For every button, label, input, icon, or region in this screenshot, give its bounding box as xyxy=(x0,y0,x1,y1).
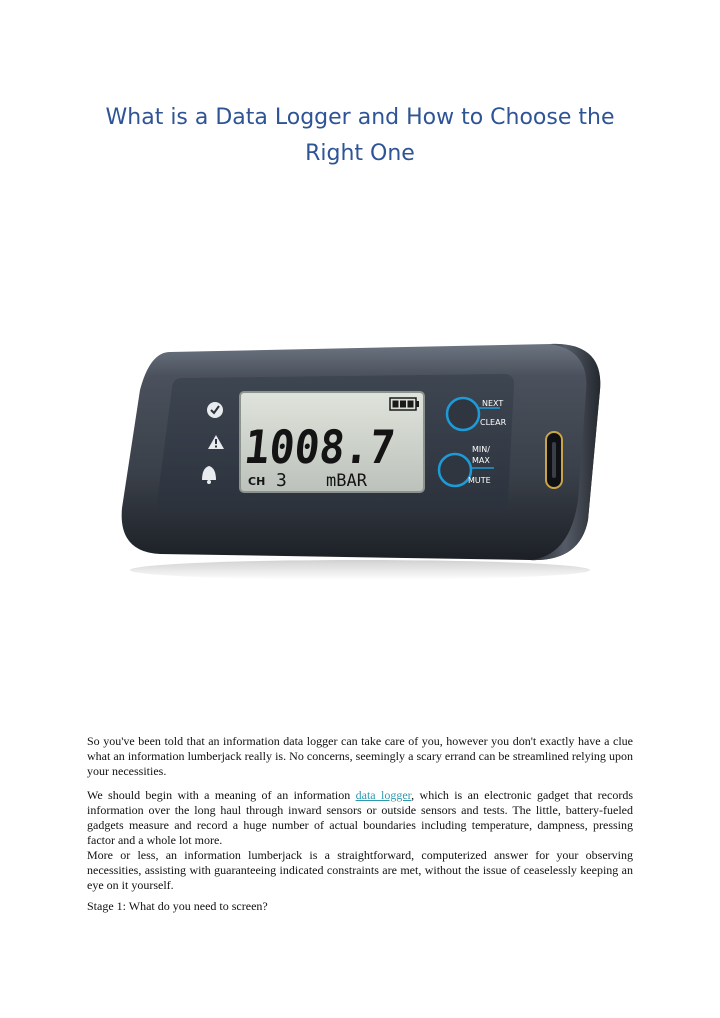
next-label: NEXT xyxy=(482,399,504,408)
mute-label: MUTE xyxy=(468,476,491,485)
paragraph-1 xyxy=(87,734,633,779)
paragraph-2 xyxy=(87,788,633,893)
usb-port-tongue xyxy=(552,442,556,478)
page-title xyxy=(80,100,640,172)
title-line-2: Right One xyxy=(305,141,415,166)
lcd-reading: 1008.7 xyxy=(241,420,414,474)
min-label: MIN/ xyxy=(472,445,490,454)
lcd-channel-value: 3 xyxy=(276,470,287,491)
check-icon xyxy=(207,402,223,418)
paragraph-2-after: , which is an electronic gadget that records information over the long haul through inward sensors or outside sensors and tests. The little, battery-fueled gadgets measure and record a huge number of actual boundaries including temperature, dampness, pressing factor and a whole lot more. xyxy=(87,788,633,847)
data-logger-link[interactable]: data logger xyxy=(355,788,412,802)
data-logger-image xyxy=(110,330,610,590)
paragraph-2-text xyxy=(87,788,633,848)
max-label: MAX xyxy=(472,456,490,465)
lcd-unit: mBAR xyxy=(326,471,367,491)
clear-label: CLEAR xyxy=(480,418,507,427)
lcd-channel-label: CH xyxy=(248,475,266,488)
shadow xyxy=(130,560,590,580)
paragraph-3-text: More or less, an information lumberjack is a straightforward, computerized answer for your observing necessities, assisting with guaranteeing indicated constraints are met, without the issue of ceaselessly keeping an eye on it yourself. xyxy=(87,848,633,892)
paragraph-4-text: Stage 1: What do you need to screen? xyxy=(87,899,268,913)
paragraph-2-before: We should begin with a meaning of an information xyxy=(87,788,356,802)
paragraph-4 xyxy=(87,899,633,914)
title-line-1: What is a Data Logger and How to Choose the xyxy=(105,105,615,130)
paragraph-1-text: So you've been told that an information data logger can take care of you, however you don't exactly have a clue what an information lumberjack really is. No concerns, seemingly a scary errand can be streamlined relying upon your necessities. xyxy=(87,734,633,778)
